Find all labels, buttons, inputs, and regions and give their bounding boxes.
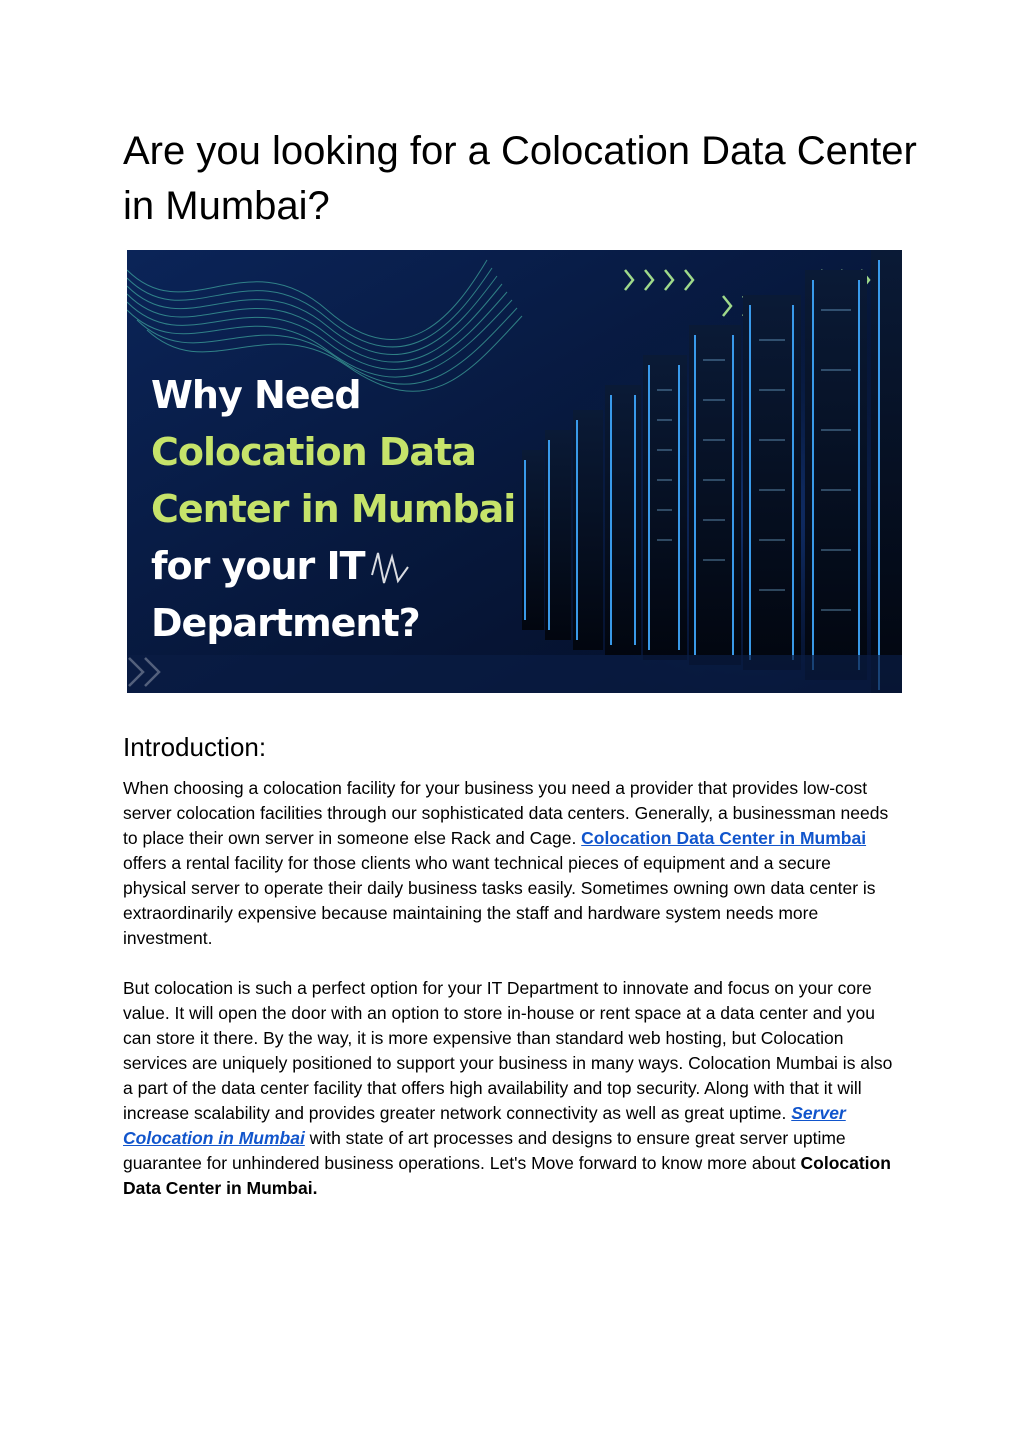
paragraph-1-text-a: When choosing a colocation facility for your business you need a provider that provides low-cost server colocation facilities through our sophisticated data centers. Generally, a businessman needs to place their own server in someone else Rack and Cage. — [123, 778, 889, 848]
paragraph-2 — [123, 976, 898, 1201]
colocation-data-center-link[interactable]: Colocation Data Center in Mumbai — [581, 828, 867, 848]
banner-line-4: for your IT — [151, 544, 365, 588]
banner-line-3: Center in Mumbai — [151, 487, 516, 531]
banner-line-5: Department? — [151, 601, 420, 645]
banner-line-1: Why Need — [151, 373, 361, 417]
page-title: Are you looking for a Colocation Data Center in Mumbai? — [123, 129, 917, 228]
banner-line-2: Colocation Data — [151, 430, 476, 474]
section-heading-introduction: Introduction: — [123, 732, 267, 762]
banner-image — [127, 250, 902, 693]
paragraph-1 — [123, 776, 898, 951]
paragraph-2-text-a: But colocation is such a perfect option for your IT Department to innovate and focus on your core value. It will open the door with an option to store in-house or rent space at a data center and you can store it there. By the way, it is more expensive than standard web hosting, but Colocation services are uniquely positioned to support your business in many ways. Colocation Mumbai is also a part of the data center facility that offers high availability and top security. Along with that it will increase scalability and provides greater network connectivity as well as great uptime. — [123, 978, 893, 1123]
paragraph-2-bold-text: Colocation Data Center in Mumbai. — [123, 1153, 891, 1198]
paragraph-1-text-b: offers a rental facility for those clients who want technical pieces of equipment and a secure physical server to operate their daily business tasks easily. Sometimes owning own data center is extraordinarily expensive because maintaining the staff and hardware system needs more investment. — [123, 853, 876, 948]
banner-headline — [151, 367, 515, 652]
paragraph-2-text-b: with state of art processes and designs to ensure great server uptime guarantee for unhindered business operations. Let's Move forward to know more about — [123, 1128, 846, 1173]
server-colocation-link[interactable]: Server Colocation in Mumbai — [123, 1103, 846, 1148]
